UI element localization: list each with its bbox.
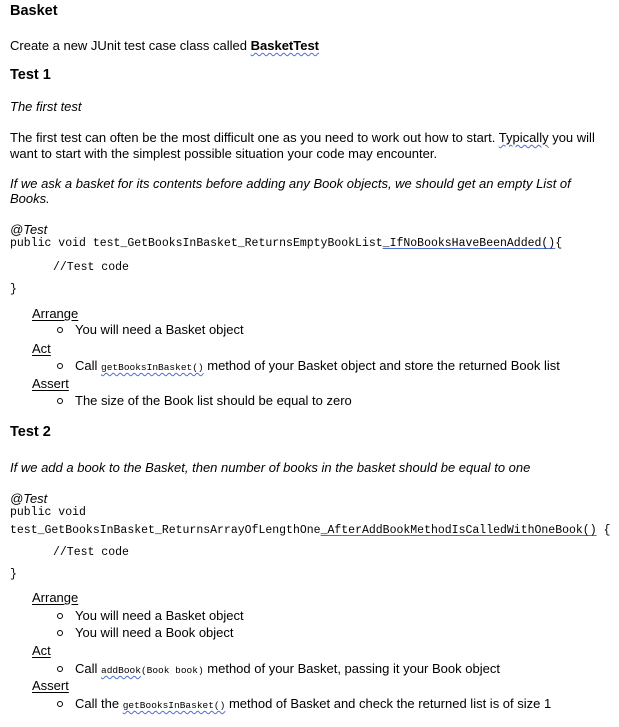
assert2-suffix: method of Basket and check the returned list is of size 1 bbox=[225, 696, 552, 711]
test1-annotation: @Test bbox=[10, 222, 48, 237]
test2-sig-line1: public void bbox=[10, 506, 86, 519]
test2-close-brace: } bbox=[10, 568, 17, 581]
bullet-icon bbox=[57, 363, 63, 369]
sig-b: _IfNoBooksHaveBeenAdded() bbox=[382, 237, 556, 250]
bullet-icon bbox=[57, 327, 63, 333]
act2-args: (Book book) bbox=[140, 665, 204, 676]
act-prefix: Call bbox=[75, 358, 102, 373]
act2-suffix: method of your Basket, passing it your Book object bbox=[203, 661, 500, 676]
test2-sig-line2 bbox=[10, 524, 610, 537]
test1-assert-item: The size of the Book list should be equal to zero bbox=[75, 393, 352, 408]
test1-subtitle: The first test bbox=[10, 99, 82, 114]
act-method: getBooksInBasket() bbox=[101, 362, 204, 373]
test1-signature bbox=[10, 237, 562, 250]
test1-heading: Test 1 bbox=[10, 67, 51, 83]
test1-close-brace: } bbox=[10, 283, 17, 296]
sig-a: public void test_GetBooksInBasket_ReturnsEmptyBookList bbox=[10, 237, 383, 250]
assert2-prefix: Call the bbox=[75, 696, 123, 711]
test1-paragraph-line1 bbox=[10, 130, 595, 146]
intro-text: Create a new JUnit test case class called bbox=[10, 38, 251, 53]
test2-act-item bbox=[75, 661, 500, 679]
test2-assert-label: Assert bbox=[32, 678, 69, 693]
test1-act-label: Act bbox=[32, 341, 51, 356]
act2-method: addBook bbox=[101, 665, 141, 676]
act2-prefix: Call bbox=[75, 661, 102, 676]
bullet-icon bbox=[57, 398, 63, 404]
assert2-method: getBooksInBasket() bbox=[122, 700, 226, 711]
test2-assert-item bbox=[75, 696, 551, 714]
test2-italic-line: If we add a book to the Basket, then number of books in the basket should be equal to one bbox=[10, 460, 531, 475]
intro-line bbox=[10, 38, 319, 54]
test1-paragraph-line2: want to start with the simplest possible situation your code may encounter. bbox=[10, 146, 438, 161]
bullet-icon bbox=[57, 666, 63, 672]
sig2-b: _AfterAddBookMethodIsCalledWithOneBook() bbox=[320, 524, 597, 537]
para-text-c: you will bbox=[548, 130, 595, 145]
test1-italic-line1: If we ask a basket for its contents before adding any Book objects, we should get an empty List of bbox=[10, 176, 571, 191]
test2-arrange-item: You will need a Book object bbox=[75, 625, 234, 640]
class-name: BasketTest bbox=[250, 38, 320, 53]
para-text-a: The first test can often be the most difficult one as you need to work out how to start. bbox=[10, 130, 499, 145]
test1-assert-label: Assert bbox=[32, 376, 69, 391]
test2-act-label: Act bbox=[32, 643, 51, 658]
bullet-icon bbox=[57, 613, 63, 619]
test2-arrange-item: You will need a Basket object bbox=[75, 608, 244, 623]
para-word-typically: Typically bbox=[498, 130, 549, 145]
bullet-icon bbox=[57, 701, 63, 707]
test1-comment: //Test code bbox=[53, 261, 129, 274]
test1-arrange-label: Arrange bbox=[32, 306, 79, 321]
test2-comment: //Test code bbox=[53, 546, 129, 559]
sig2-a: test_GetBooksInBasket_ReturnsArrayOfLengthOne bbox=[10, 524, 321, 537]
test1-italic-line2: Books. bbox=[10, 191, 50, 206]
test1-arrange-item: You will need a Basket object bbox=[75, 322, 244, 337]
act-suffix: method of your Basket object and store the returned Book list bbox=[203, 358, 560, 373]
sig-c: { bbox=[555, 237, 563, 250]
test2-annotation: @Test bbox=[10, 491, 48, 506]
bullet-icon bbox=[57, 630, 63, 636]
test1-act-item bbox=[75, 358, 560, 376]
test2-arrange-label: Arrange bbox=[32, 590, 79, 605]
page-title: Basket bbox=[10, 3, 58, 19]
sig2-c: { bbox=[596, 524, 611, 537]
test2-heading: Test 2 bbox=[10, 424, 51, 440]
